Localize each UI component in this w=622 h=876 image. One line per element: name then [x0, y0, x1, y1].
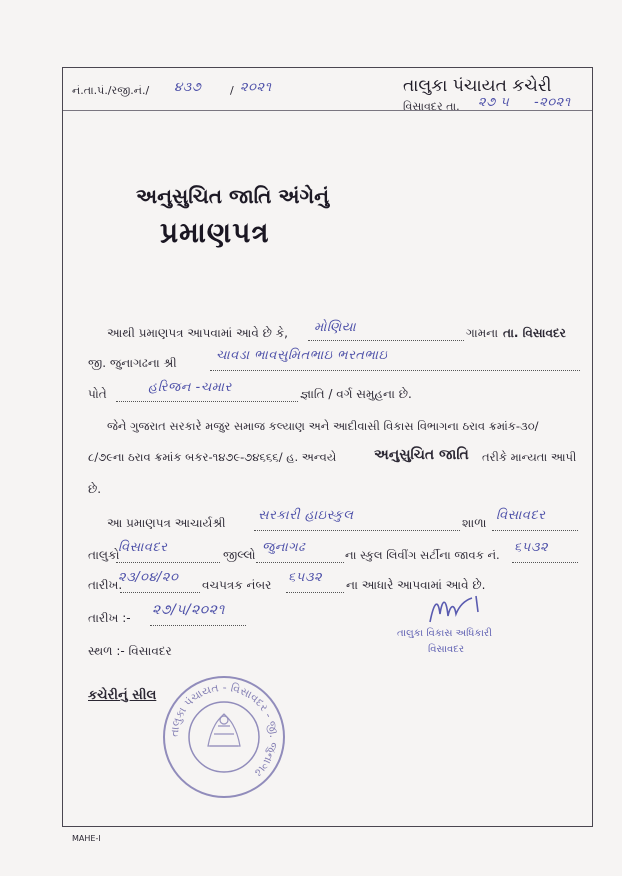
certificate-title: પ્રમાણપત્ર — [160, 216, 270, 249]
signatory-designation: તાલુકા વિકાસ અધિકારી — [397, 628, 492, 639]
body-line7-prefix: આ પ્રમાણપત્ર આચાર્યશ્રી — [107, 516, 226, 530]
place-date-prefix: વિસાવદર તા. — [403, 100, 460, 113]
outward-no-dotted-line — [512, 562, 578, 563]
svg-text:તાલુકા પંચાયત - વિસાવદર - જી. — [168, 681, 280, 779]
district-label: જીલ્લો — [223, 548, 256, 562]
body-line5-suffix: તરીકે માન્યતા આપી — [482, 450, 577, 464]
taluka-label: તાલુકો — [88, 548, 120, 562]
body-line7-mid: શાળા — [462, 516, 487, 530]
date-dotted-line — [150, 625, 246, 626]
body-line9-mid: વચપત્રક નંબર — [202, 578, 272, 592]
signatory-place: વિસાવદર — [428, 644, 465, 655]
body-line1-prefix: આથી પ્રમાણપત્ર આપવામાં આવે છે કે, — [107, 326, 288, 340]
date-value: ૨૭/૫/૨૦૨૧ — [152, 602, 225, 618]
body-line8-mid: ના સ્કુલ લિવીંગ સર્ટીના જાવક નં. — [345, 548, 500, 562]
reference-number: ૪૩૭ — [174, 80, 202, 95]
date-label: તારીખ :- — [88, 611, 131, 625]
signature-icon — [426, 592, 490, 628]
outward-number: ૬૫૩૨ — [514, 540, 549, 555]
village-value: મોણિયા — [314, 320, 357, 335]
form-code: MAHE-I — [72, 834, 101, 843]
register-number: ૬૫૩૨ — [288, 570, 323, 585]
body-line5-prefix: ૮/૭૯ના ઠરાવ ક્રમાંક બકર-૧૪૭૯-૭૪૬૬૬/ હ. અન્વયે — [88, 450, 337, 464]
body-line3-suffix: જ્ઞાતિ / વર્ગ સમુહના છે. — [300, 387, 412, 401]
sl-date-dotted-line — [120, 592, 200, 593]
taluka-dotted-line — [116, 562, 220, 563]
district-dotted-line — [256, 562, 344, 563]
holder-name: ચાવડા ભાવસુમિતભાઇ ભરતભાઇ — [216, 348, 388, 363]
reference-year: ૨૦૨૧ — [240, 80, 272, 95]
school-place: વિસાવદર — [496, 508, 546, 523]
body-line9-suffix: ના આધારે આપવામાં આવે છે. — [346, 578, 486, 592]
sl-date-label: તારીખ. — [88, 578, 123, 592]
caste-dotted-line — [116, 401, 298, 402]
reference-slash: / — [230, 84, 234, 97]
taluka-value: વિસાવદર — [118, 540, 168, 555]
register-no-dotted-line — [286, 592, 344, 593]
district-value: જુનાગઢ — [262, 540, 306, 555]
office-seal-label: કચેરીનું સીલ — [88, 688, 157, 703]
header-divider — [63, 110, 592, 111]
certificate-subtitle: અનુસુચિત જાતિ અંગેનું — [136, 184, 330, 208]
seal-ring-text: તાલુકા પંચાયત - વિસાવદર - જી. જુનાગઢ — [167, 680, 281, 780]
village-dotted-line — [308, 340, 464, 341]
office-seal-icon — [160, 674, 288, 800]
body-line1-mid: ગામના — [466, 326, 499, 340]
certificate-border — [62, 67, 593, 827]
caste-value: હરિજન -ચમાર — [148, 380, 232, 395]
school-dotted-line — [254, 530, 460, 531]
sl-date-value: ૨૩/૦૪/૨૦ — [118, 570, 179, 585]
reference-prefix: નં.તા.પં./રજી.નં./ — [72, 84, 150, 97]
body-line3-prefix: પોતે — [88, 387, 107, 401]
body-line2-district: જી. જુનાગઢના શ્રી — [88, 356, 177, 370]
body-line6: છે. — [88, 482, 102, 496]
body-line4: જેને ગુજરાત સરકારે મજુર સમાજ કલ્યાણ અને આદીવાસી વિકાસ વિભાગના ઠરાવ ક્રમાંક-૩૦/ — [107, 419, 539, 433]
scheduled-caste-label: અનુસુચિત જાતિ — [374, 447, 469, 463]
name-dotted-line — [210, 370, 580, 371]
taluka-name: તા. વિસાવદર — [503, 326, 566, 340]
issue-date-day-month: ૨૭ ૫ — [478, 95, 510, 110]
issue-date-year: -૨૦૨૧ — [534, 95, 571, 110]
school-place-dotted-line — [492, 530, 578, 531]
office-name: તાલુકા પંચાયત કચેરી — [403, 76, 552, 96]
place-label: સ્થળ :- વિસાવદર — [88, 644, 172, 658]
school-name: સરકારી હાઇસ્કુલ — [258, 508, 354, 523]
